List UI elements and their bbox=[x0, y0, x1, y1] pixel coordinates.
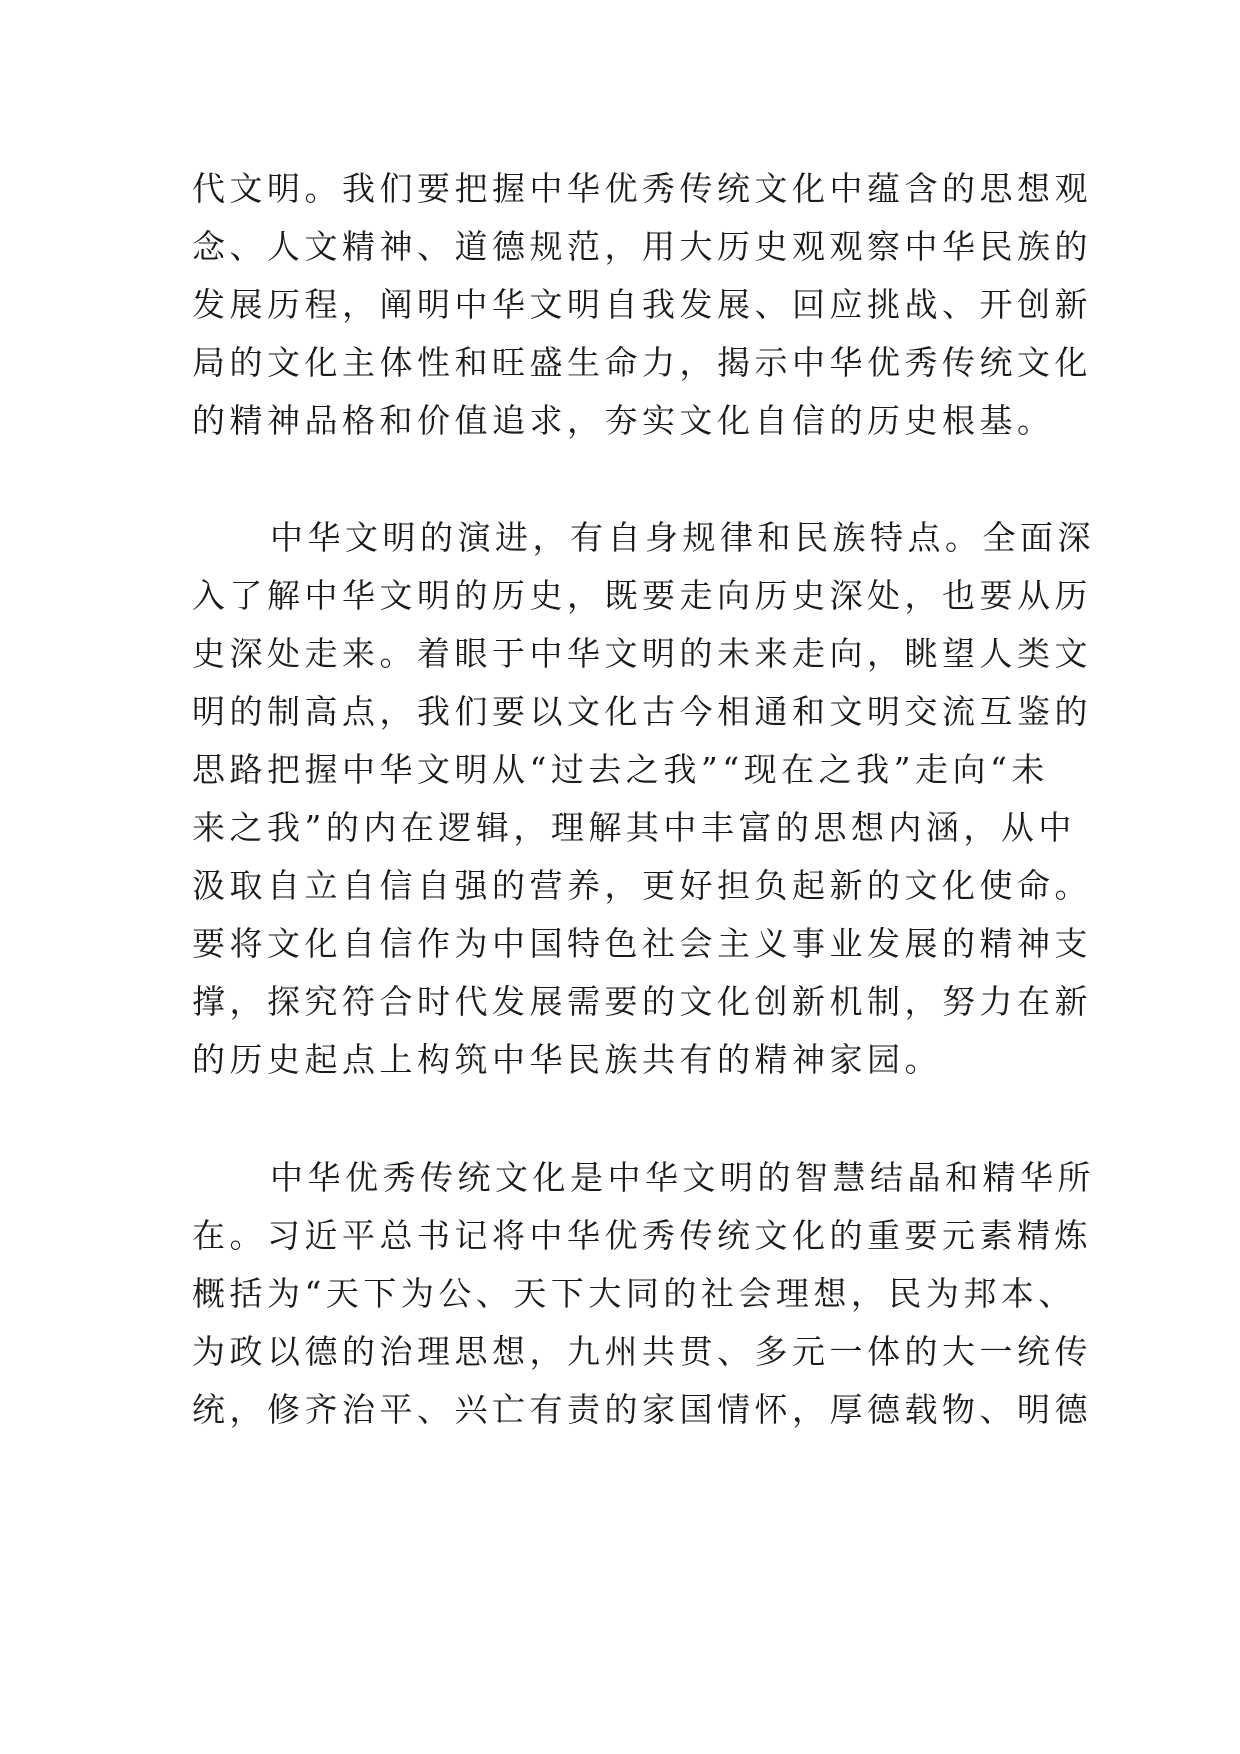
paragraph-line: 统，修齐治平、兴亡有责的家国情怀，厚德载物、明德 bbox=[192, 1390, 1092, 1429]
paragraph-line: 的历史起点上构筑中华民族共有的精神家园。 bbox=[192, 1040, 942, 1079]
paragraph-line: 撑，探究符合时代发展需要的文化创新机制，努力在新 bbox=[192, 982, 1092, 1021]
paragraph-line: 中华文明的演进，有自身规律和民族特点。全面深 bbox=[270, 518, 1095, 557]
paragraph-3 bbox=[192, 1149, 1095, 1439]
paragraph-line: 中华优秀传统文化是中华文明的智慧结晶和精华所 bbox=[270, 1158, 1095, 1197]
paragraph-line: 入了解中华文明的历史，既要走向历史深处，也要从历 bbox=[192, 576, 1092, 615]
paragraph-line: 明的制高点，我们要以文化古今相通和文明交流互鉴的 bbox=[192, 692, 1092, 731]
paragraph-line: 要将文化自信作为中国特色社会主义事业发展的精神支 bbox=[192, 924, 1092, 963]
paragraph-2 bbox=[192, 509, 1095, 1089]
paragraph-1 bbox=[192, 160, 1092, 450]
paragraph-line: 念、人文精神、道德规范，用大历史观观察中华民族的 bbox=[192, 227, 1092, 266]
paragraph-line: 代文明。我们要把握中华优秀传统文化中蕴含的思想观 bbox=[192, 169, 1092, 208]
paragraph-line: 局的文化主体性和旺盛生命力，揭示中华优秀传统文化 bbox=[192, 343, 1092, 382]
paragraph-line: 汲取自立自信自强的营养，更好担负起新的文化使命。 bbox=[192, 866, 1092, 905]
paragraph-line: 来之我”的内在逻辑，理解其中丰富的思想内涵，从中 bbox=[192, 808, 1076, 847]
paragraph-line: 为政以德的治理思想，九州共贯、多元一体的大一统传 bbox=[192, 1332, 1092, 1371]
paragraph-line: 思路把握中华文明从“过去之我”“现在之我”走向“未 bbox=[192, 750, 1049, 789]
paragraph-line: 发展历程，阐明中华文明自我发展、回应挑战、开创新 bbox=[192, 285, 1092, 324]
paragraph-line: 的精神品格和价值追求，夯实文化自信的历史根基。 bbox=[192, 401, 1055, 440]
paragraph-line: 在。习近平总书记将中华优秀传统文化的重要元素精炼 bbox=[192, 1216, 1092, 1255]
paragraph-line: 史深处走来。着眼于中华文明的未来走向，眺望人类文 bbox=[192, 634, 1092, 673]
paragraph-line: 概括为“天下为公、天下大同的社会理想，民为邦本、 bbox=[192, 1274, 1076, 1313]
